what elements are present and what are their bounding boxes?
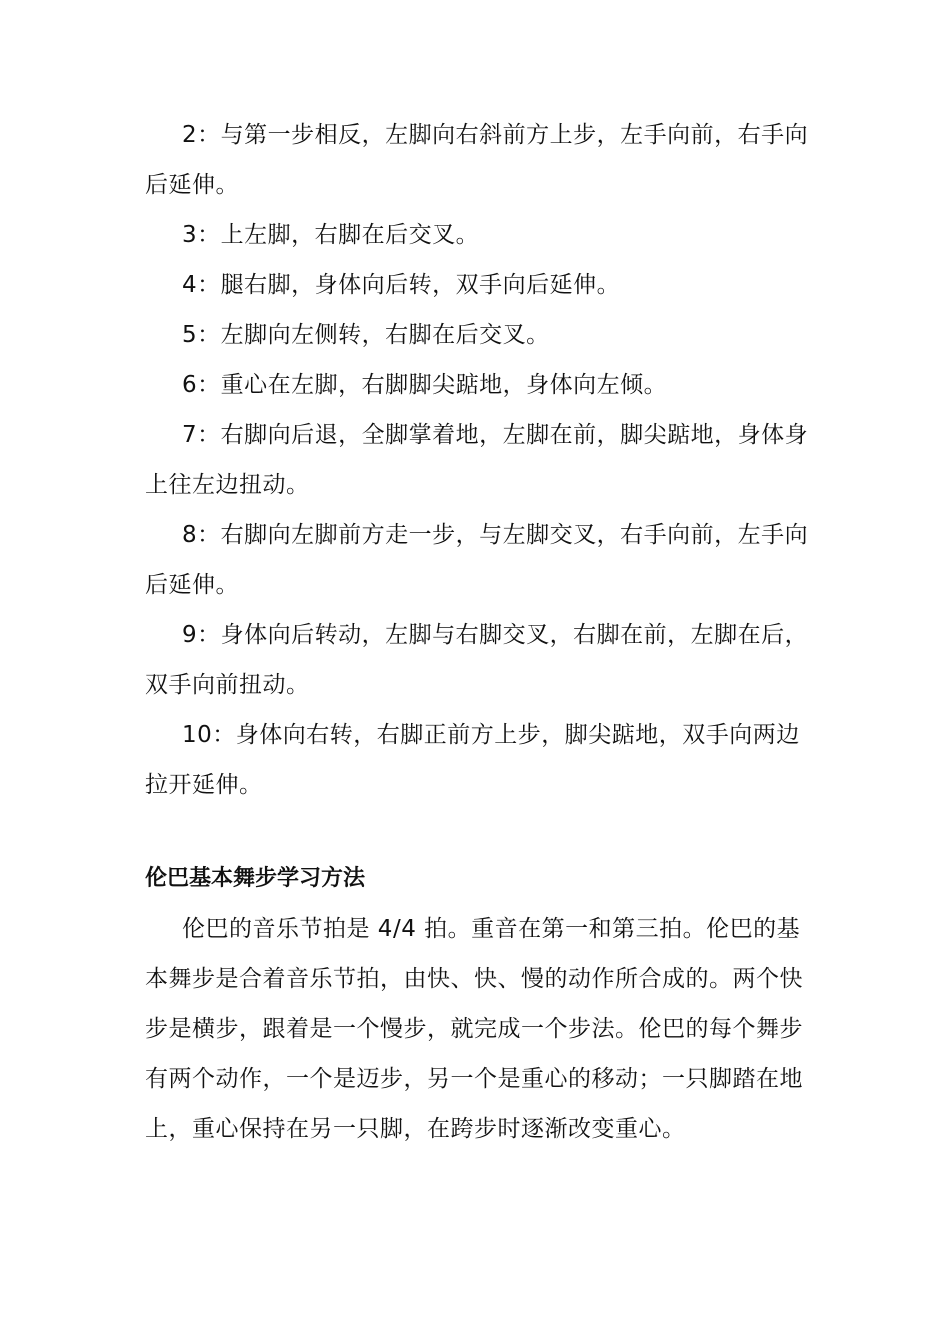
document-content bbox=[145, 110, 810, 1154]
step-paragraph: 5：左脚向左侧转，右脚在后交叉。 bbox=[182, 322, 550, 348]
section-heading: 伦巴基本舞步学习方法 bbox=[145, 866, 366, 891]
step-paragraph: 3：上左脚，右脚在后交叉。 bbox=[182, 222, 480, 248]
step-paragraph: 8：右脚向左脚前方走一步，与左脚交叉，右手向前，左手向后延伸。 bbox=[145, 522, 809, 598]
step-paragraph: 2：与第一步相反，左脚向右斜前方上步，左手向前，右手向后延伸。 bbox=[145, 122, 809, 198]
step-paragraph: 10：身体向右转，右脚正前方上步，脚尖踮地，双手向两边拉开延伸。 bbox=[145, 722, 800, 798]
step-paragraph: 9：身体向后转动，左脚与右脚交叉，右脚在前，左脚在后，双手向前扭动。 bbox=[145, 622, 809, 698]
step-paragraph: 6：重心在左脚，右脚脚尖踮地，身体向左倾。 bbox=[182, 372, 668, 398]
step-paragraph: 4：腿右脚，身体向后转，双手向后延伸。 bbox=[182, 272, 621, 298]
step-paragraph: 7：右脚向后退，全脚掌着地，左脚在前，脚尖踮地，身体身上往左边扭动。 bbox=[145, 422, 809, 498]
section-body-paragraph: 伦巴的音乐节拍是 4/4 拍。重音在第一和第三拍。伦巴的基本舞步是合着音乐节拍，由快、快、慢的动作所合成的。两个快步是横步，跟着是一个慢步，就完成一个步法。伦巴的每个舞步有两个动作，一个是迈步，另一个是重心的移动；一只脚踏在地上，重心保持在另一只脚，在跨步时逐渐改变重心。 bbox=[145, 916, 803, 1142]
